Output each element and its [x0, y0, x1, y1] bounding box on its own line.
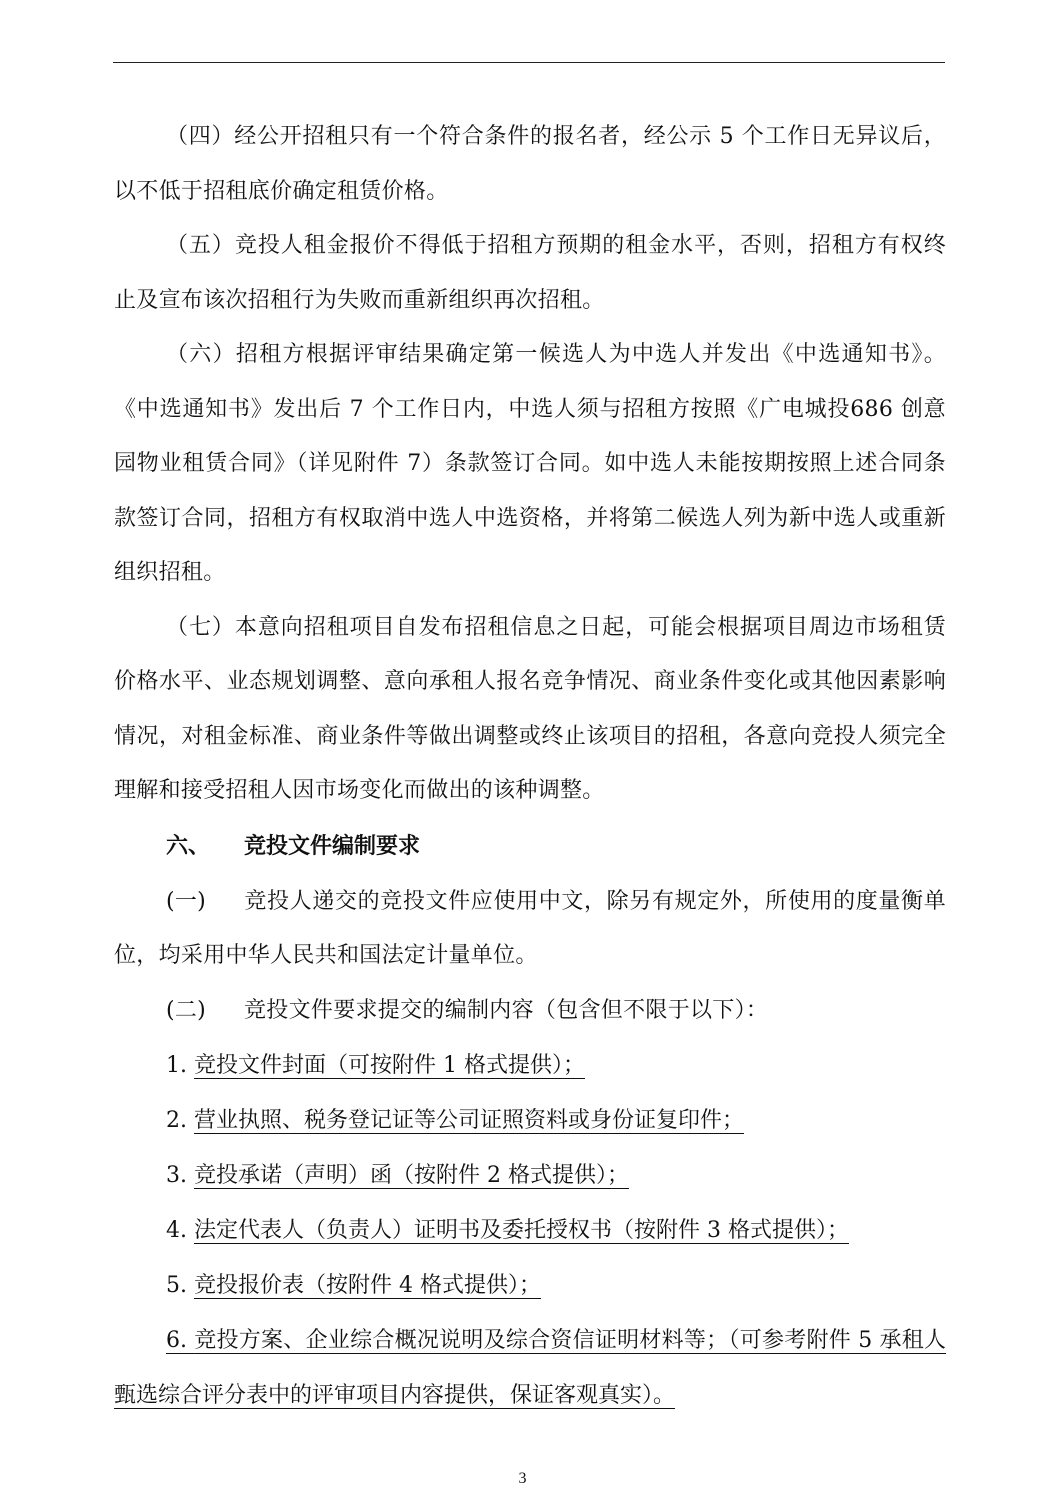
list-item-6 — [114, 1313, 946, 1423]
paragraph-5: （五）竞投人租金报价不得低于招租方预期的租金水平，否则，招租方有权终止及宣布该次招租行为失败而重新组织再次招租。 — [114, 233, 946, 313]
section-6-number: 六、 — [166, 833, 211, 859]
list-item-number: 2. — [166, 1108, 187, 1133]
paragraph-4: （四）经公开招租只有一个符合条件的报名者，经公示 5 个工作日无异议后，以不低于招租底价确定租赁价格。 — [114, 124, 946, 204]
sub-2-text: 竞投文件要求提交的编制内容（包含但不限于以下）： — [244, 997, 769, 1023]
section-6-title: 竞投文件编制要求 — [244, 833, 421, 859]
list-item-number: 4. — [166, 1218, 187, 1243]
list-item-4 — [114, 1203, 946, 1258]
list-item-number: 6. — [166, 1328, 187, 1353]
list-item-text: 营业执照、税务登记证等公司证照资料或身份证复印件； — [194, 1108, 745, 1133]
list-item-text: 竞投报价表（按附件 4 格式提供）； — [194, 1273, 541, 1298]
section-6-sub-2 — [114, 984, 946, 1039]
section-6-sub-1 — [114, 875, 946, 984]
section-6-heading — [114, 819, 946, 875]
sub-2-number: (二) — [166, 997, 207, 1023]
document-body — [114, 110, 946, 1423]
list-item-3 — [114, 1148, 946, 1203]
page-number: 3 — [518, 1470, 527, 1487]
header-rule — [113, 62, 945, 63]
paragraph-7: （七）本意向招租项目自发布招租信息之日起，可能会根据项目周边市场租赁价格水平、业态规划调整、意向承租人报名竞争情况、商业条件变化或其他因素影响情况，对租金标准、商业条件等做出调整或终止该项目的招租，各意向竞投人须完全理解和接受招租人因市场变化而做出的该种调整。 — [114, 614, 946, 803]
list-item-text: 竞投承诺（声明）函（按附件 2 格式提供）； — [194, 1163, 629, 1188]
sub-1-number: (一) — [166, 888, 207, 914]
list-item-number: 1. — [166, 1053, 187, 1078]
list-item-text: 法定代表人（负责人）证明书及委托授权书（按附件 3 格式提供）； — [194, 1218, 849, 1243]
list-item-5 — [114, 1258, 946, 1313]
list-item-number: 3. — [166, 1163, 187, 1188]
list-item-text: 竞投方案、企业综合概况说明及综合资信证明材料等；（可参考附件 5 承租人甄选综合评分表中的评审项目内容提供，保证客观真实）。 — [114, 1328, 946, 1408]
sub-1-text: 竞投人递交的竞投文件应使用中文，除另有规定外，所使用的度量衡单位，均采用中华人民共和国法定计量单位。 — [114, 888, 946, 968]
list-item-text: 竞投文件封面（可按附件 1 格式提供）； — [194, 1053, 585, 1078]
paragraph-6: （六）招租方根据评审结果确定第一候选人为中选人并发出《中选通知书》。《中选通知书》发出后 7 个工作日内，中选人须与招租方按照《广电城投686 创意园物业租赁合同》（详见附件 7）条款签订合同。如中选人未能按期按照上述合同条款签订合同，招租方有权取消中选人中选资格，并将第二候选人列为新中选人或重新组织招租。 — [114, 342, 946, 585]
list-item-1 — [114, 1038, 946, 1093]
list-item-number: 5. — [166, 1273, 187, 1298]
list-item-2 — [114, 1093, 946, 1148]
